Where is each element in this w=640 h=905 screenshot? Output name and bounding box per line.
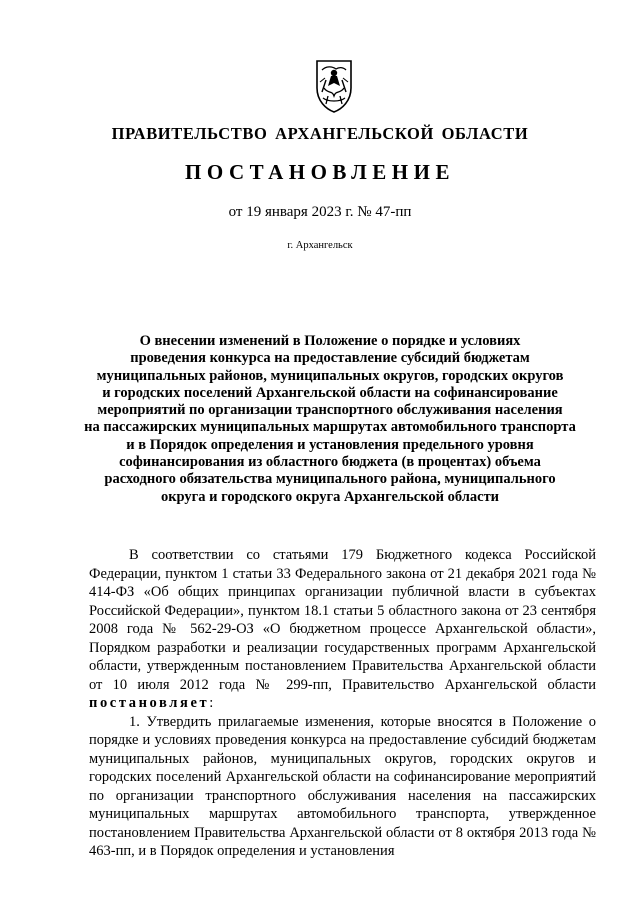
title-line: проведения конкурса на предоставление субсидий бюджетам bbox=[130, 350, 530, 367]
title-line: и в Порядок определения и установления предельного уровня bbox=[126, 436, 534, 453]
coat-of-arms-icon bbox=[314, 58, 354, 114]
item-paragraph: 1. Утвердить прилагаемые изменения, которые вносятся в Положение о порядке и условиях проведения конкурса на предоставление субсидий бюджетам муниципальных районов, муниципальных округов, городских округов и городских поселений Архангельской области на софинансирование мероприятий по организации транспортного обслуживания населения на пассажирских муниципальных маршрутах автомобильного транспорта, утвержденное постановлением Правительства Архангельской области от 8 октября 2013 года № 463-пп, и в Порядок определения и установления bbox=[89, 713, 596, 859]
title-line: округа и городского округа Архангельской области bbox=[160, 488, 500, 505]
document-city: г. Архангельск bbox=[287, 240, 353, 251]
title-line: расходного обязательства муниципального района, муниципального bbox=[104, 471, 556, 488]
decree-word: постановляет bbox=[89, 695, 210, 711]
title-line: на пассажирских муниципальных маршрутах автомобильного транспорта bbox=[84, 419, 576, 436]
preamble-paragraph bbox=[89, 546, 596, 713]
decree-colon: : bbox=[209, 695, 214, 711]
title-line: софинансирования из областного бюджета (в процентах) объема bbox=[119, 454, 541, 471]
document-type: ПОСТАНОВЛЕНИЕ bbox=[185, 160, 455, 184]
document-body bbox=[89, 546, 596, 861]
document-title bbox=[80, 333, 580, 506]
preamble-text: В соответствии со статьями 179 Бюджетного кодекса Российской Федерации, пунктом 1 статьи 33 Федерального закона от 21 декабря 2021 года № 414-ФЗ «Об общих принципах организации публичной власти в субъектах Российской Федерации», пунктом 18.1 статьи 5 областного закона от 23 сентября 2008 года № 562-29-ОЗ «О бюджетном процессе Архангельской области», Порядком разработки и реализации государственных программ Архангельской области, утвержденным постановлением Правительства Архангельской области от 10 июля 2012 года № 299-пп, Правительство Архангельской области bbox=[89, 547, 596, 693]
title-line: мероприятий по организации транспортного обслуживания населения bbox=[97, 402, 563, 419]
title-line: и городских поселений Архангельской области на софинансирование bbox=[102, 384, 558, 401]
organization-name: ПРАВИТЕЛЬСТВО АРХАНГЕЛЬСКОЙ ОБЛАСТИ bbox=[111, 124, 529, 143]
title-line: О внесении изменений в Положение о порядке и условиях bbox=[139, 333, 521, 349]
title-line: муниципальных районов, муниципальных округов, городских округов bbox=[96, 367, 564, 384]
document-date-number: от 19 января 2023 г. № 47-пп bbox=[228, 204, 412, 220]
